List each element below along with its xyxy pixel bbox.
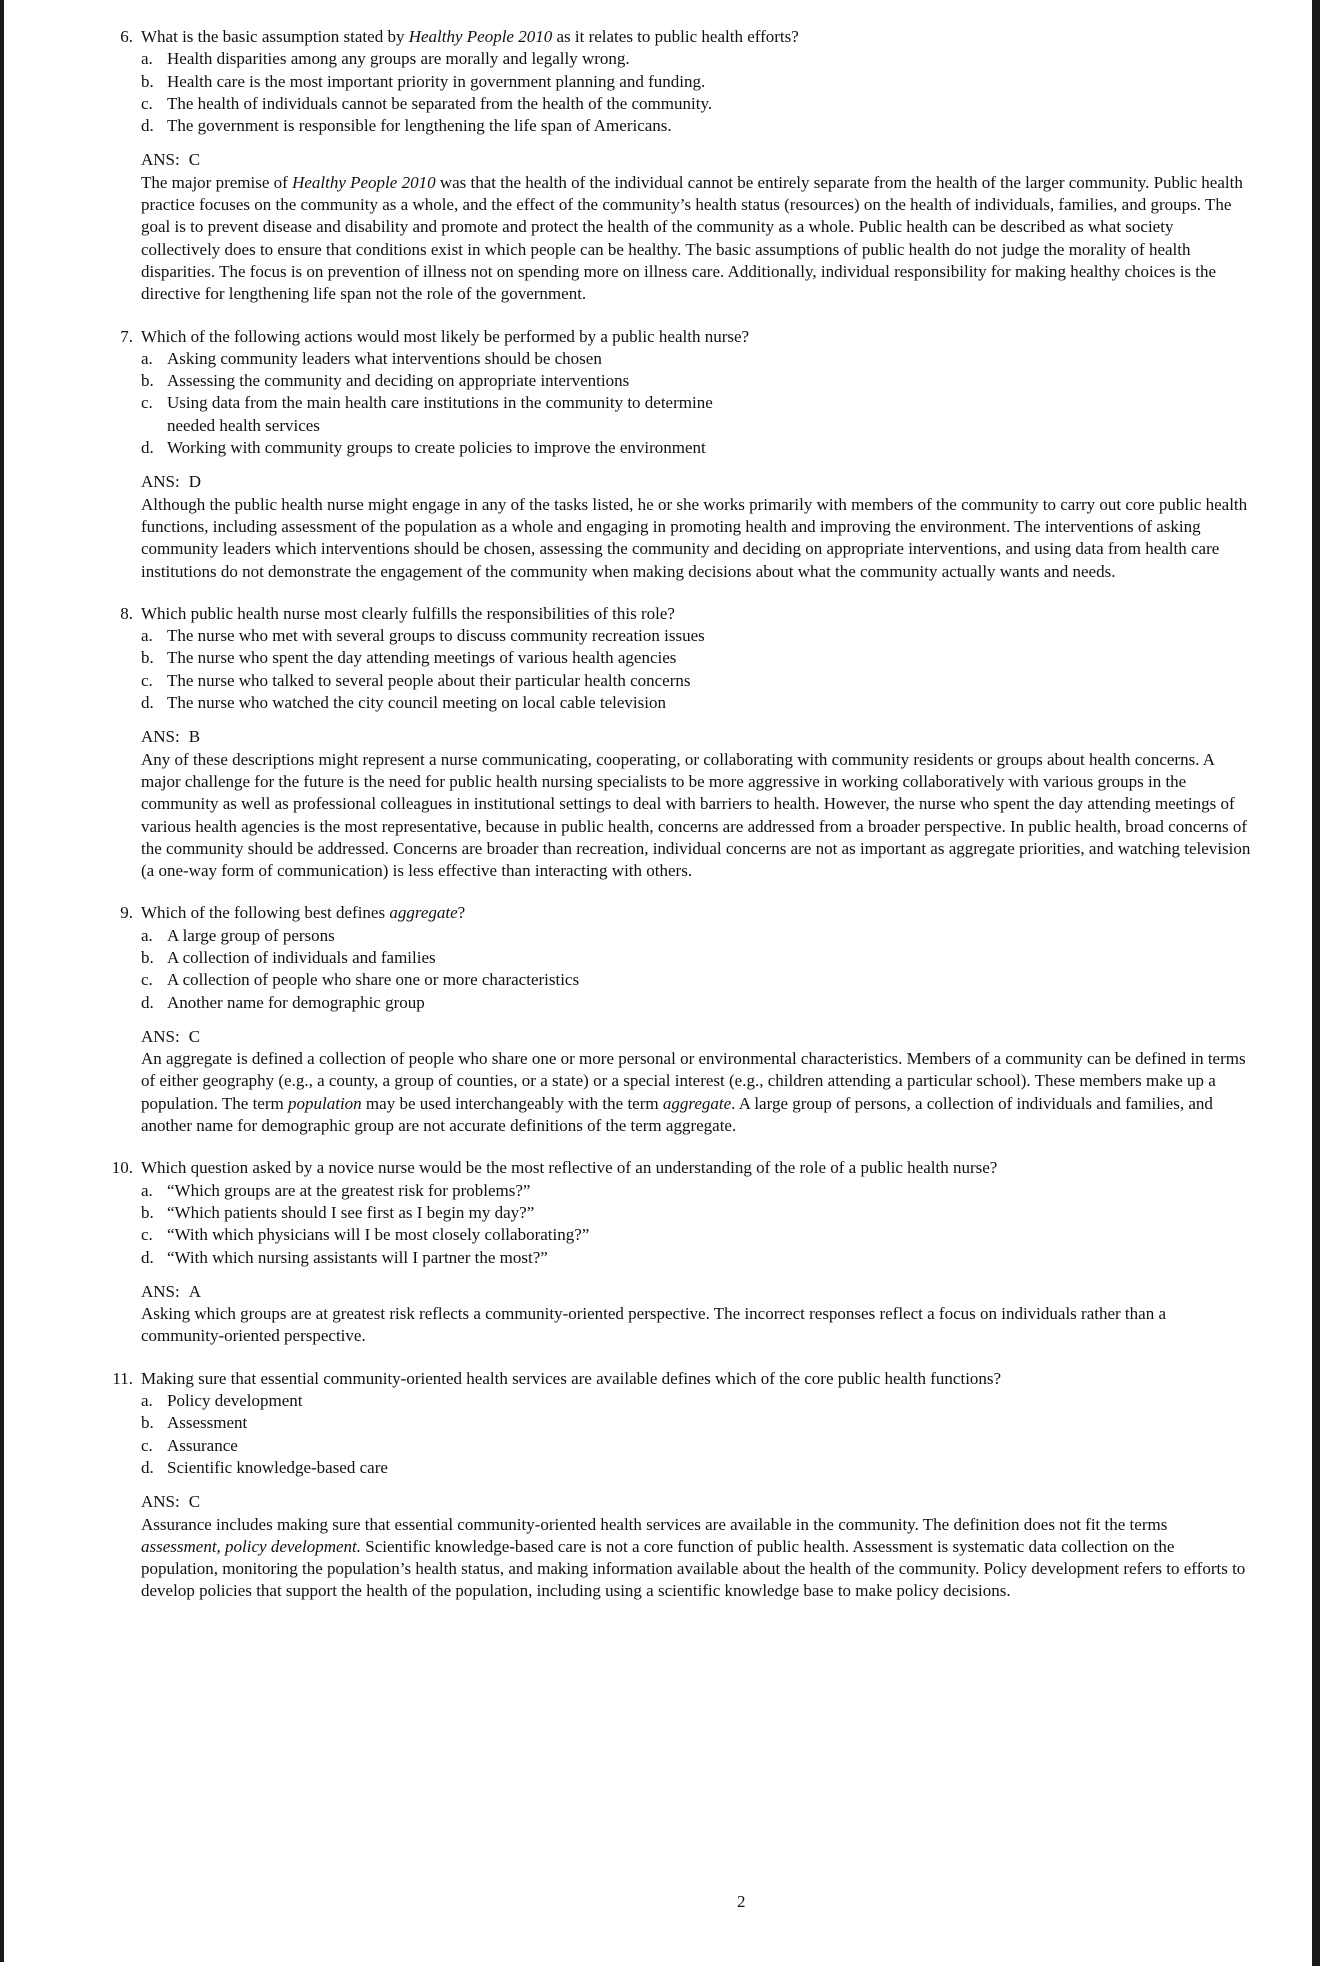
option-row <box>141 692 1252 714</box>
option-text-line: “Which groups are at the greatest risk for problems?” <box>167 1180 531 1200</box>
answer-line <box>141 1491 1252 1513</box>
question-text <box>141 902 465 924</box>
option-text <box>167 647 676 669</box>
option-text-line: Another name for demographic group <box>167 992 425 1012</box>
answer-line <box>141 149 1252 171</box>
option-letter: a. <box>141 1391 153 1411</box>
question-block-11 <box>100 1368 1252 1603</box>
option-letter: b. <box>141 947 154 967</box>
question-text-segment: Which question asked by a novice nurse would be the most reflective of an understanding of the role of a public health nurse? <box>141 1158 998 1178</box>
option-text-line: A collection of individuals and families <box>167 947 436 967</box>
option-text-line: Policy development <box>167 1391 303 1411</box>
option-text-line: Scientific knowledge-based care <box>167 1457 388 1477</box>
option-letter: c. <box>141 970 153 990</box>
question-number: 7. <box>120 326 133 346</box>
answer-label: ANS: <box>141 472 180 492</box>
option-row <box>141 992 1252 1014</box>
rationale-segment: may be used interchangeably with the term <box>361 1093 663 1113</box>
answer-line <box>141 1026 1252 1048</box>
answer-line <box>141 471 1252 493</box>
question-number: 9. <box>120 903 133 923</box>
option-row <box>141 1457 1252 1479</box>
question-row <box>100 326 1252 348</box>
option-row <box>141 115 1252 137</box>
question-text-segment: What is the basic assumption stated by <box>141 27 409 46</box>
answer-label: ANS: <box>141 150 180 170</box>
option-row <box>141 625 1252 647</box>
rationale-italic: population <box>288 1093 362 1113</box>
option-letter: c. <box>141 1435 153 1455</box>
question-text-italic: aggregate <box>389 903 458 923</box>
answer-value: C <box>188 1026 201 1046</box>
question-number: 8. <box>120 603 133 623</box>
option-text <box>167 1412 247 1434</box>
option-text <box>167 93 712 115</box>
option-text-line: Assessing the community and deciding on appropriate interventions <box>167 371 630 391</box>
option-letter: b. <box>141 1202 154 1222</box>
rationale-segment: An aggregate is defined a collection of people who share one or more personal or environmental characteristics. Members of a community can be defined in terms of either geography (e.g., a county, a group of counties, or a state) or a special interest (e.g., children attending a particular school). These members make up a population. The term <box>141 1049 1246 1113</box>
option-row <box>141 947 1252 969</box>
option-row <box>141 1202 1252 1224</box>
rationale-italic: assessment, policy development. <box>141 1536 361 1556</box>
rationale-text <box>141 172 1251 306</box>
answer-label: ANS: <box>141 727 180 747</box>
question-number: 6. <box>120 27 133 46</box>
option-row <box>141 370 1252 392</box>
question-text-segment: as it relates to public health efforts? <box>552 27 799 46</box>
option-letter: b. <box>141 648 154 668</box>
option-text-line: “With which physicians will I be most closely collaborating?” <box>167 1225 590 1245</box>
option-text <box>167 692 666 714</box>
page-number: 2 <box>737 1892 746 1911</box>
rationale-italic: Healthy People 2010 <box>292 172 436 192</box>
rationale-text <box>141 1303 1251 1348</box>
option-text <box>167 348 602 370</box>
option-letter: b. <box>141 371 154 391</box>
option-text <box>167 1202 534 1224</box>
rationale-text <box>141 494 1251 583</box>
rationale-text <box>141 1514 1251 1603</box>
question-block-6 <box>100 26 1252 306</box>
option-row <box>141 647 1252 669</box>
rationale-text <box>141 1048 1251 1137</box>
option-text <box>167 925 335 947</box>
option-text-line: “With which nursing assistants will I partner the most?” <box>167 1247 548 1267</box>
answer-value: C <box>188 1492 201 1512</box>
option-row <box>141 48 1252 70</box>
rationale-segment: Assurance includes making sure that essential community-oriented health services are available in the community. The definition does not fit the terms <box>141 1514 1168 1534</box>
option-text-line: Using data from the main health care institutions in the community to determine <box>167 393 713 413</box>
option-text-line: The health of individuals cannot be separated from the health of the community. <box>167 93 713 113</box>
question-row <box>100 902 1252 924</box>
option-letter: d. <box>141 1247 154 1267</box>
option-row <box>141 1435 1252 1457</box>
option-letter: d. <box>141 693 154 713</box>
question-text <box>141 1157 997 1179</box>
option-letter: a. <box>141 925 153 945</box>
option-text <box>167 625 705 647</box>
option-row <box>141 71 1252 93</box>
rationale-segment: Asking which groups are at greatest risk reflects a community-oriented perspective. The incorrect responses reflect a focus on individuals rather than a community-oriented perspective. <box>141 1304 1166 1346</box>
option-letter: a. <box>141 49 153 69</box>
option-letter: d. <box>141 116 154 136</box>
question-text-segment: Which of the following actions would most likely be performed by a public health nurse? <box>141 326 750 346</box>
option-text <box>167 115 672 137</box>
answer-value: B <box>188 727 201 747</box>
option-text-line: needed health services <box>167 415 320 435</box>
question-block-10 <box>100 1157 1252 1347</box>
answer-block <box>141 1491 1252 1602</box>
option-row <box>141 93 1252 115</box>
option-letter: a. <box>141 348 153 368</box>
option-text <box>167 1435 238 1457</box>
answer-line <box>141 1281 1252 1303</box>
option-row <box>141 969 1252 991</box>
rationale-segment: was that the health of the individual cannot be entirely separate from the health of the larger community. Public health practice focuses on the community as a whole, and the effect of the community’s health status (resources) on the health of individuals, families, and groups. The goal is to prevent disease and disability and promote and protect the health of the community as a whole. Public health can be described as what society collectively does to ensure that conditions exist in which people can be healthy. The basic assumptions of public health do not judge the morality of health disparities. The focus is on prevention of illness not on spending more on illness care. Additionally, individual responsibility for making healthy choices is the directive for lengthening life span not the role of the government. <box>141 172 1243 304</box>
option-letter: b. <box>141 1413 154 1433</box>
option-text-line: Asking community leaders what interventions should be chosen <box>167 348 602 368</box>
option-letter: d. <box>141 438 154 458</box>
option-text <box>167 1457 388 1479</box>
page-edge-left <box>0 0 4 1962</box>
option-row <box>141 1224 1252 1246</box>
question-text-segment: Which of the following best defines <box>141 903 390 923</box>
option-letter: d. <box>141 992 154 1012</box>
option-row <box>141 392 1252 437</box>
option-text-line: The government is responsible for lengthening the life span of Americans. <box>167 116 672 136</box>
question-number: 11. <box>112 1368 133 1388</box>
option-text <box>167 992 425 1014</box>
option-letter: c. <box>141 393 153 413</box>
option-row <box>141 670 1252 692</box>
rationale-segment: Although the public health nurse might engage in any of the tasks listed, he or she works primarily with members of the community to carry out core public health functions, including assessment of the population as a whole and engaging in promoting health and improving the environment. The interventions of asking community leaders which interventions should be chosen, assessing the community and deciding on appropriate interventions, and using data from health care institutions do not demonstrate the engagement of the community when making decisions about what the community actually wants and needs. <box>141 494 1248 581</box>
option-letter: a. <box>141 626 153 646</box>
option-text <box>167 1247 548 1269</box>
option-text-line: Health disparities among any groups are morally and legally wrong. <box>167 49 630 69</box>
option-text-line: A collection of people who share one or more characteristics <box>167 970 580 990</box>
question-text-segment: ? <box>457 903 466 923</box>
answer-block <box>141 726 1252 882</box>
rationale-segment: The major premise of <box>141 172 293 192</box>
option-letter: b. <box>141 71 154 91</box>
option-text <box>167 71 705 93</box>
option-letter: c. <box>141 93 153 113</box>
question-text <box>141 326 749 348</box>
answer-label: ANS: <box>141 1281 180 1301</box>
option-row <box>141 925 1252 947</box>
question-row <box>100 1368 1252 1390</box>
option-text-line: A large group of persons <box>167 925 335 945</box>
rationale-text <box>141 749 1251 883</box>
question-text-segment: Which public health nurse most clearly fulfills the responsibilities of this role? <box>141 603 675 623</box>
answer-value: C <box>188 150 201 170</box>
answer-block <box>141 1281 1252 1348</box>
answer-block <box>141 1026 1252 1137</box>
question-row <box>100 603 1252 625</box>
question-text <box>141 26 799 48</box>
question-block-8 <box>100 603 1252 883</box>
option-text-line: Health care is the most important priority in government planning and funding. <box>167 71 706 91</box>
option-letter: a. <box>141 1180 153 1200</box>
option-text-line: The nurse who talked to several people about their particular health concerns <box>167 670 691 690</box>
option-text-line: The nurse who spent the day attending meetings of various health agencies <box>167 648 677 668</box>
option-text <box>167 1390 303 1412</box>
option-text <box>167 370 629 392</box>
question-text-segment: Making sure that essential community-oriented health services are available defines which of the core public health functions? <box>141 1368 1002 1388</box>
rationale-segment: . A large group of persons, a collection of individuals and families, and another name for demographic group are not accurate definitions of the term aggregate. <box>141 1093 1213 1136</box>
option-letter: c. <box>141 1225 153 1245</box>
rationale-segment: Scientific knowledge-based care is not a core function of public health. Assessment is systematic data collection on the population, monitoring the population’s health status, and making information available about the health of the community. Policy development refers to efforts to develop policies that support the health of the population, including using a scientific knowledge base to make policy decisions. <box>141 1536 1246 1601</box>
option-text-line: Assessment <box>167 1413 248 1433</box>
rationale-segment: Any of these descriptions might represent a nurse communicating, cooperating, or collaborating with community residents or groups about health concerns. A major challenge for the future is the need for public health nursing specialists to be more aggressive in working collaboratively with various groups in the community as well as professional colleagues in institutional settings to deal with barriers to health. However, the nurse who spent the day attending meetings of various health agencies is the most representative, because in public health, concerns are addressed from a broader perspective. In public health, broad concerns of the community should be addressed. Concerns are broader than recreation, individual concerns are not as important as aggregate priorities, and watching television (a one-way form of communication) is less effective than interacting with others. <box>141 749 1251 881</box>
document-content <box>100 26 1252 1603</box>
question-text <box>141 603 675 625</box>
answer-value: D <box>188 472 202 492</box>
option-row <box>141 1247 1252 1269</box>
option-text <box>167 969 579 991</box>
answer-block <box>141 149 1252 305</box>
option-text <box>167 437 706 459</box>
option-text <box>167 670 691 692</box>
answer-label: ANS: <box>141 1492 180 1512</box>
rationale-italic: aggregate <box>662 1093 732 1113</box>
answer-line <box>141 726 1252 748</box>
question-block-9 <box>100 902 1252 1137</box>
answer-label: ANS: <box>141 1026 180 1046</box>
option-row <box>141 1390 1252 1412</box>
option-row <box>141 1180 1252 1202</box>
answer-block <box>141 471 1252 582</box>
question-text <box>141 1368 1001 1390</box>
option-letter: d. <box>141 1457 154 1477</box>
option-row <box>141 348 1252 370</box>
option-letter: c. <box>141 670 153 690</box>
option-text-line: Assurance <box>167 1435 238 1455</box>
option-row <box>141 1412 1252 1434</box>
option-text <box>167 48 630 70</box>
option-text <box>167 392 713 437</box>
question-row <box>100 26 1252 48</box>
question-text-italic: Healthy People 2010 <box>408 27 553 46</box>
question-block-7 <box>100 326 1252 583</box>
question-row <box>100 1157 1252 1179</box>
option-text <box>167 1180 530 1202</box>
option-text <box>167 1224 589 1246</box>
option-text-line: The nurse who met with several groups to discuss community recreation issues <box>167 626 705 646</box>
option-text-line: Working with community groups to create policies to improve the environment <box>167 438 706 458</box>
option-text <box>167 947 436 969</box>
answer-value: A <box>188 1281 202 1301</box>
option-text-line: “Which patients should I see first as I begin my day?” <box>167 1202 535 1222</box>
option-text-line: The nurse who watched the city council meeting on local cable television <box>167 693 666 713</box>
option-row <box>141 437 1252 459</box>
page-edge-right <box>1312 0 1320 1966</box>
question-number: 10. <box>111 1158 133 1178</box>
